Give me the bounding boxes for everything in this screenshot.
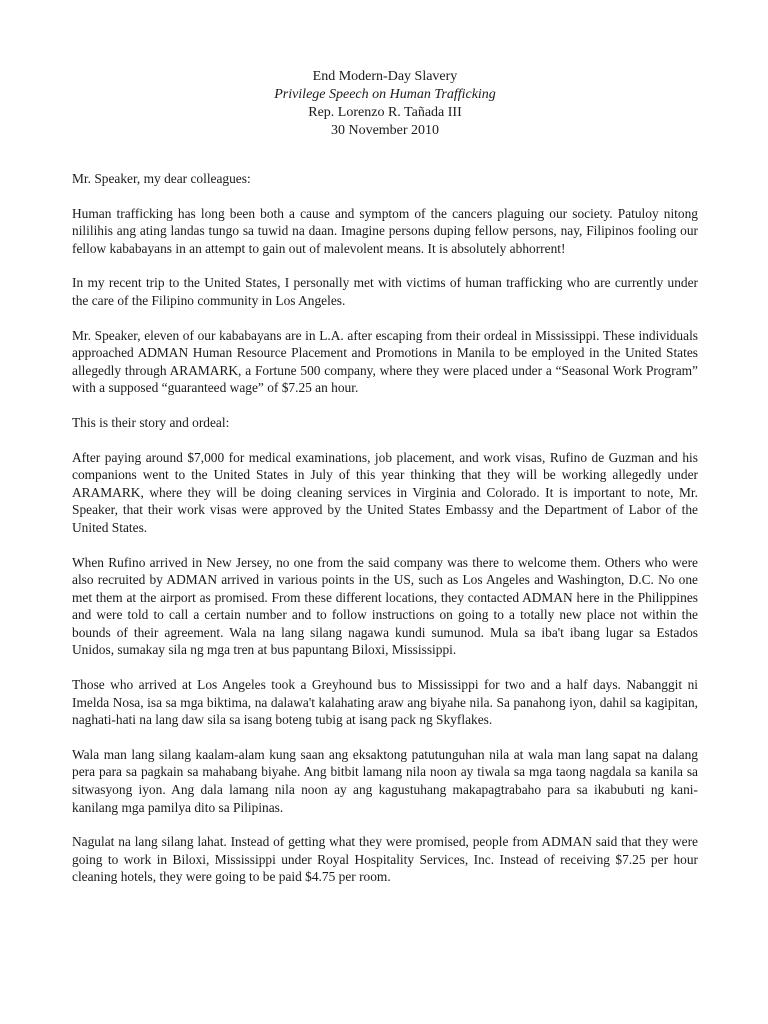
document-author: Rep. Lorenzo R. Tañada III: [308, 105, 462, 120]
document-page: [72, 68, 698, 886]
document-header: [72, 68, 698, 140]
document-date: 30 November 2010: [330, 123, 440, 138]
paragraph-3: Mr. Speaker, eleven of our kababayans are in L.A. after escaping from their ordeal in Mississippi. These individuals approached ADMAN Human Resource Placement and Promotions in Manila to be employed in the United States allegedly through ARAMARK, a Fortune 500 company, where they were placed under a “Seasonal Work Program” with a supposed “guaranteed wage” of $7.25 an hour.: [72, 327, 698, 396]
document-title: End Modern-Day Slavery: [312, 69, 458, 84]
document-subtitle: Privilege Speech on Human Trafficking: [274, 87, 496, 102]
paragraph-1: Human trafficking has long been both a cause and symptom of the cancers plaguing our society. Patuloy nitong nililihis ang ating landas tungo sa tuwid na daan. Imagine persons duping fellow persons, nay, Filipinos fooling our fellow kababayans in an attempt to gain out of malevolent means. It is absolutely abhorrent!: [72, 205, 698, 256]
paragraph-9: Nagulat na lang silang lahat. Instead of getting what they were promised, people from ADMAN said that they were going to work in Biloxi, Mississippi under Royal Hospitality Services, Inc. Instead of receiving $7.25 per hour cleaning hotels, they were going to be paid $4.75 per room.: [72, 834, 698, 885]
paragraph-6: When Rufino arrived in New Jersey, no one from the said company was there to welcome them. Others who were also recruited by ADMAN arrived in various points in the US, such as Los Angeles and Washington, D.C. No one met them at the airport as promised. From these different locations, they contacted ADMAN here in the Philippines and were told to call a certain number and to follow instructions on going to a totally new place not within the bounds of their agreement. Wala na lang silang nagawa kundi sumunod. Mula sa iba't ibang lugar sa Estados Unidos, sumakay sila ng mga tren at bus papuntang Biloxi, Mississippi.: [72, 554, 698, 658]
salutation: Mr. Speaker, my dear colleagues:: [72, 171, 251, 186]
paragraph-2: In my recent trip to the United States, I personally met with victims of human trafficking who are currently under the care of the Filipino community in Los Angeles.: [72, 275, 698, 308]
paragraph-8: Wala man lang silang kaalam-alam kung saan ang eksaktong patutunguhan nila at wala man lang sapat na dalang pera para sa pagkain sa mahabang biyahe. Ang bitbit lamang nila noon ay tiwala sa mga taong nagdala sa kanila sa sitwasyong iyon. Ang dala lamang nila noon ay ang kagustuhang makapagtrabaho para sa ikabubuti ng kani-kanilang mga pamilya dito sa Pilipinas.: [72, 746, 698, 815]
paragraph-7: Those who arrived at Los Angeles took a Greyhound bus to Mississippi for two and a half days. Nabanggit ni Imelda Nosa, isa sa mga biktima, na dalawa't kalahating araw ang biyahe nila. Sa panahong iyon, dahil sa kagipitan, naghati-hati na lang daw sila sa isang boteng tubig at isang pack ng Skyflakes.: [72, 677, 698, 728]
paragraph-4: This is their story and ordeal:: [72, 414, 230, 430]
paragraph-5: After paying around $7,000 for medical examinations, job placement, and work visas, Rufino de Guzman and his companions went to the United States in July of this year thinking that they will be working allegedly under ARAMARK, where they will be doing cleaning services in Virginia and Colorado. It is important to note, Mr. Speaker, that their work visas were approved by the United States Embassy and the Department of Labor of the United States.: [72, 449, 698, 535]
